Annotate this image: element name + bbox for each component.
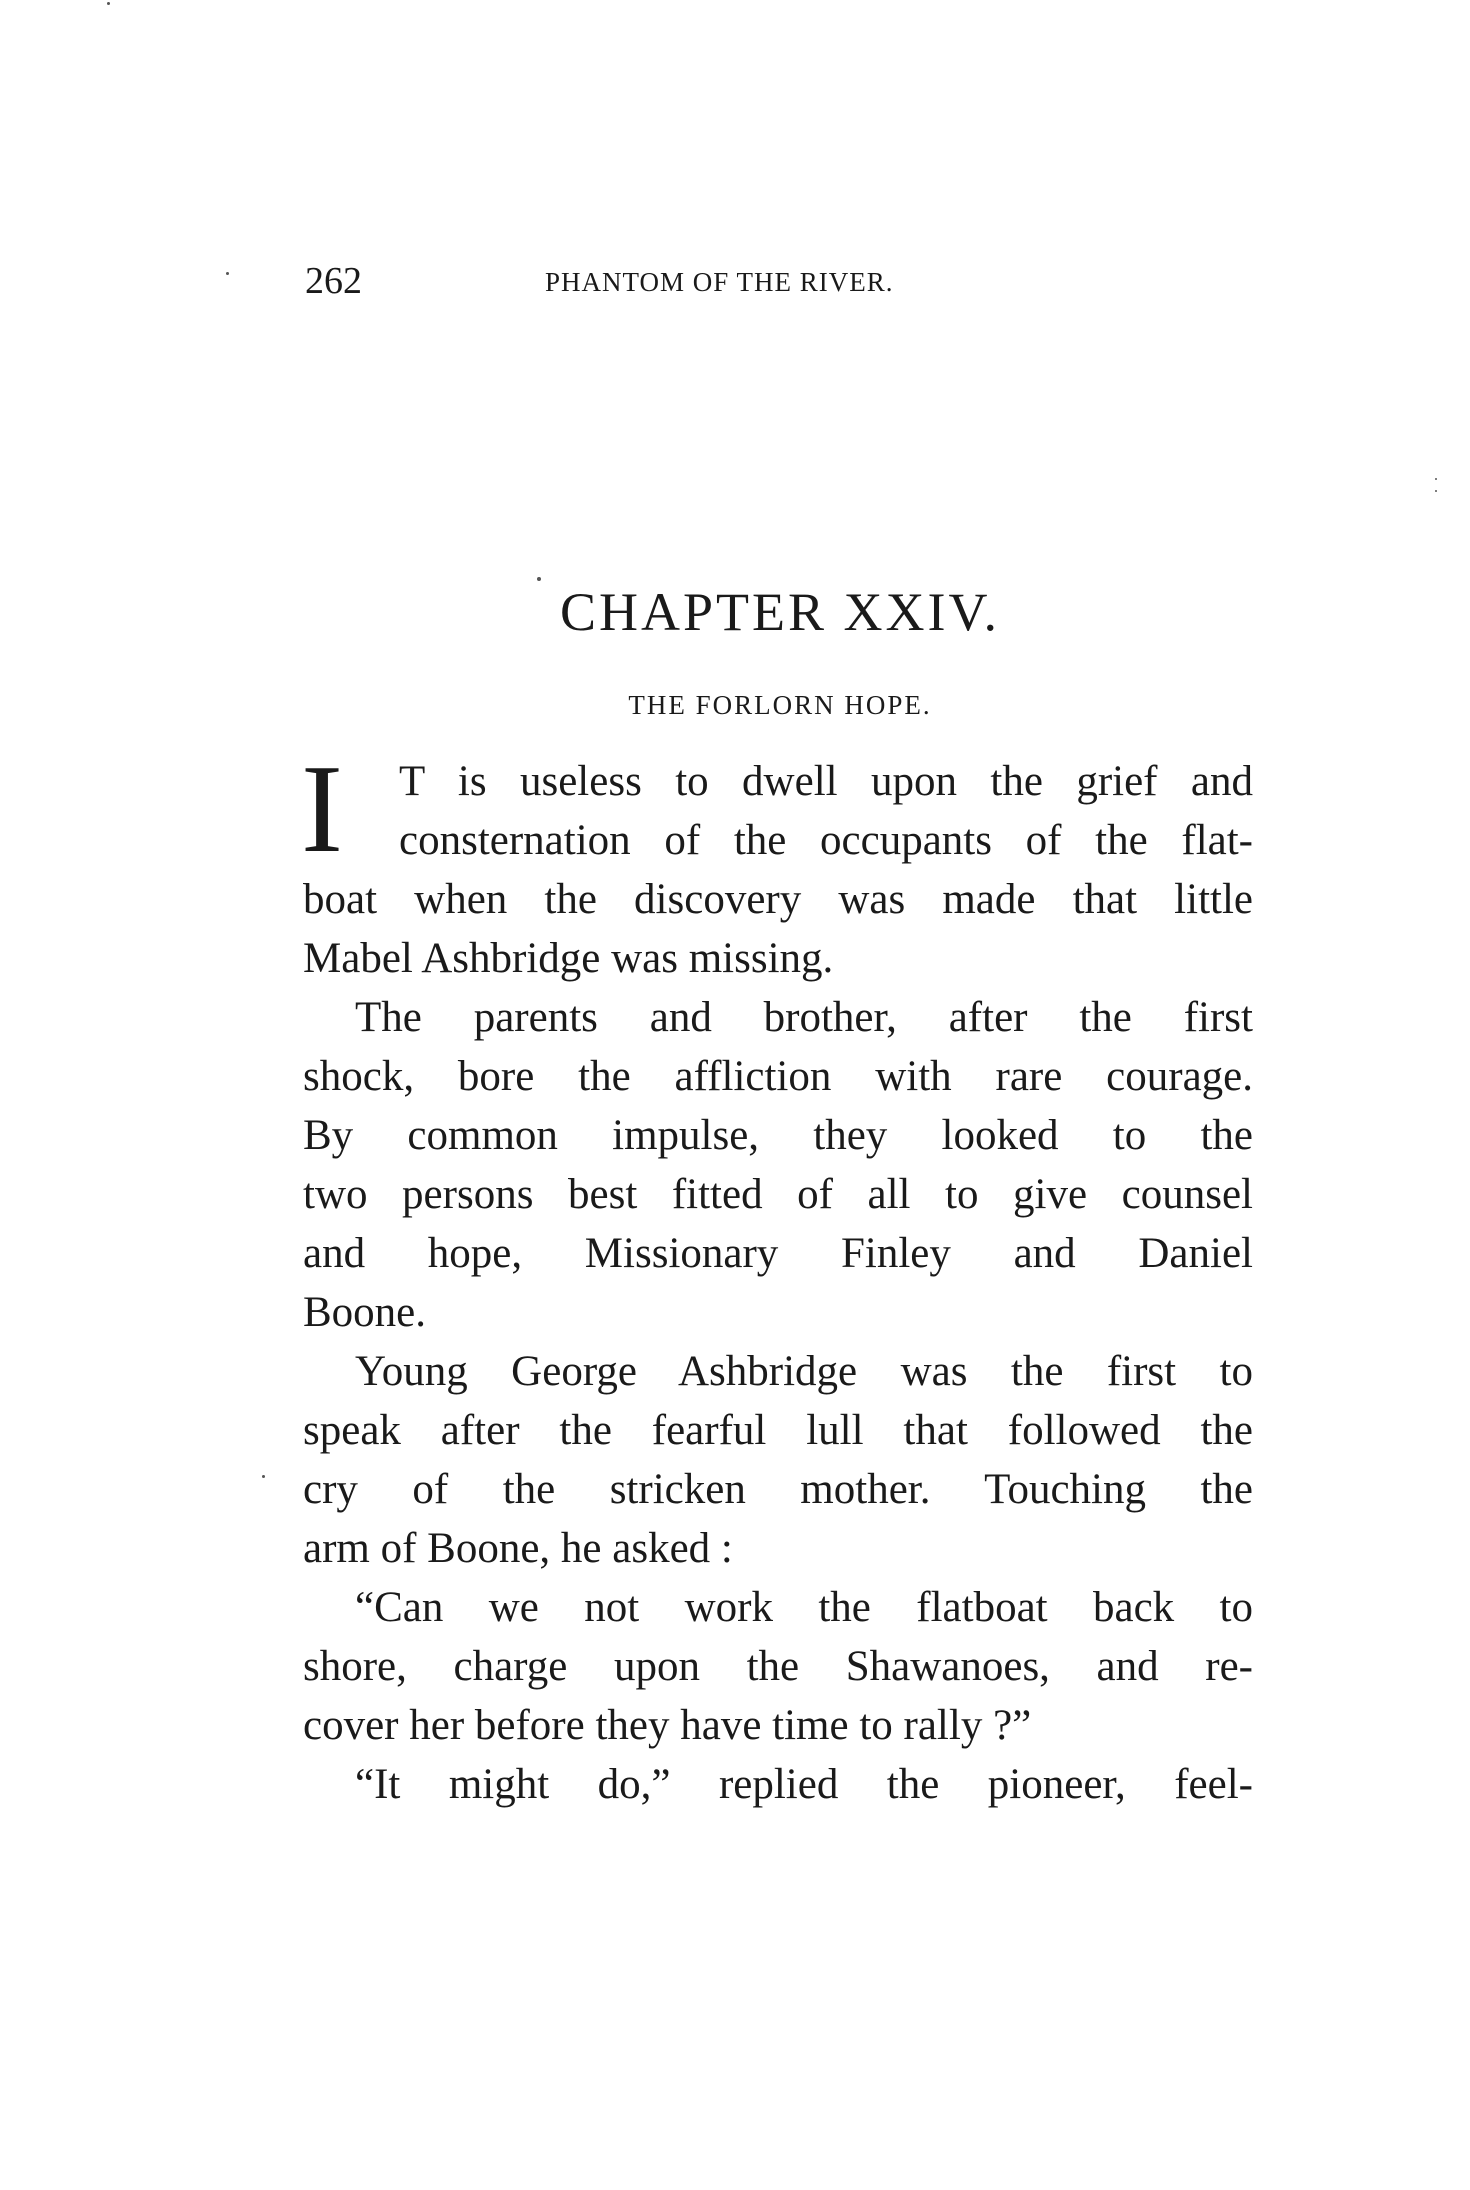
text-line: arm of Boone, he asked : [303,1525,733,1572]
text-line: Boone. [303,1289,427,1336]
running-head: PHANTOM OF THE RIVER. [545,267,894,297]
print-speck [262,1475,265,1478]
print-speck [537,577,541,581]
text-line: Mabel Ashbridge was missing. [303,935,834,982]
print-speck [107,2,110,5]
drop-cap: I [301,740,343,879]
print-speck [1435,478,1437,480]
text-line: and hope, Missionary Finley and Daniel [303,1230,1253,1277]
text-line: cover her before they have time to rally ?” [303,1702,1032,1749]
text-line: The parents and brother, after the first [355,994,1253,1041]
print-speck [226,272,229,275]
text-line: speak after the fearful lull that followed the [303,1407,1253,1454]
text-line: shock, bore the affliction with rare courage. [303,1053,1253,1100]
text-line: “It might do,” replied the pioneer, feel- [355,1761,1253,1808]
text-line: Young George Ashbridge was the first to [355,1348,1253,1395]
text-line: boat when the discovery was made that little [303,876,1253,923]
body-text [301,740,1253,1814]
text-line: By common impulse, they looked to the [303,1112,1253,1159]
text-line: two persons best fitted of all to give counsel [303,1171,1253,1218]
text-line: cry of the stricken mother. Touching the [303,1466,1253,1513]
page-number: 262 [305,260,362,302]
print-speck [1435,490,1437,492]
text-line: shore, charge upon the Shawanoes, and re- [303,1643,1253,1690]
chapter-title: CHAPTER XXIV. [559,582,1001,642]
chapter-subtitle: THE FORLORN HOPE. [628,690,932,720]
text-line: consternation of the occupants of the flat- [399,817,1253,864]
text-line: T is useless to dwell upon the grief and [399,758,1253,805]
text-line: “Can we not work the flatboat back to [355,1584,1253,1631]
